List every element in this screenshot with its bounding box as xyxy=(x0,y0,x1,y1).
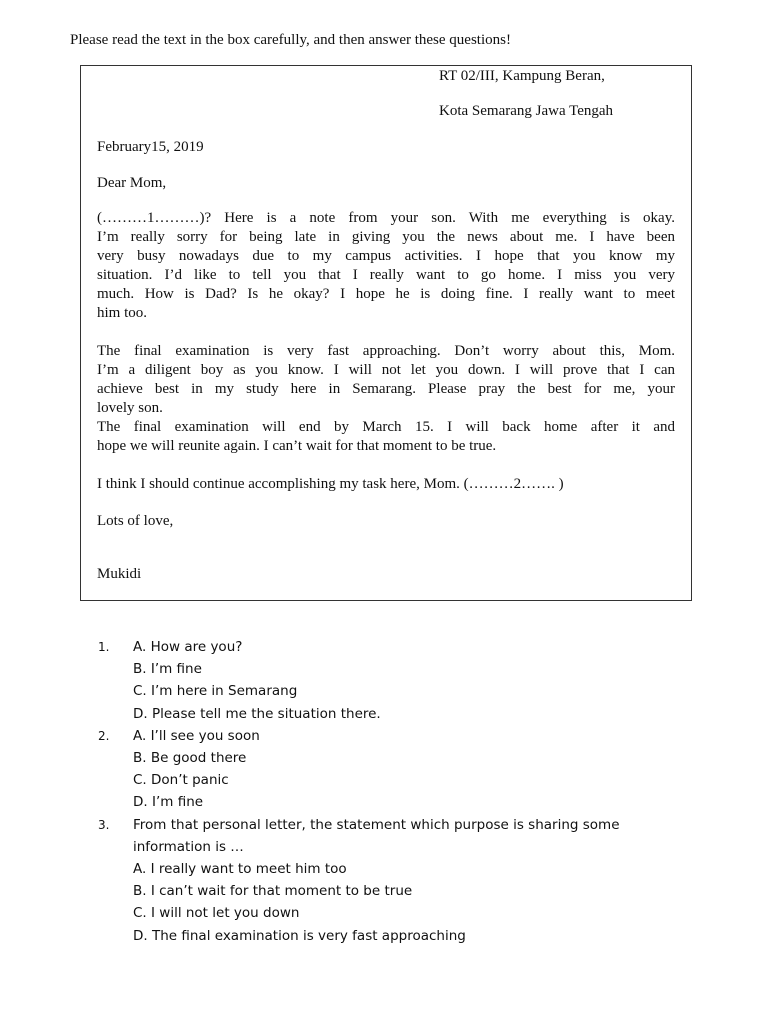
answer-option: A. I’ll see you soon xyxy=(133,727,260,744)
letter-box xyxy=(80,65,692,601)
answer-option: C. Don’t panic xyxy=(133,772,229,789)
letter-line: situation. I’d like to tell you that I really want to go home. I miss you very xyxy=(97,267,675,283)
question-text: From that personal letter, the statement which purpose is sharing some xyxy=(133,816,620,833)
letter-line: him too. xyxy=(97,305,148,321)
answer-option: B. I’m fine xyxy=(133,661,202,678)
question-number: 2. xyxy=(98,728,110,743)
letter-line: I’m really sorry for being late in giving you the news about me. I have been xyxy=(97,229,675,245)
letter-line: very busy nowadays due to my campus activities. I hope that you know my xyxy=(97,248,675,264)
letter-line: lovely son. xyxy=(97,400,163,416)
answer-option: D. I’m fine xyxy=(133,794,204,811)
answer-option: C. I’m here in Semarang xyxy=(133,683,298,700)
answer-option: D. The final examination is very fast approaching xyxy=(133,927,466,944)
letter-salutation: Dear Mom, xyxy=(97,175,167,191)
letter-date: February15, 2019 xyxy=(97,139,204,155)
question-number: 1. xyxy=(98,640,110,654)
letter-line: (………1………)? Here is a note from your son. With me everything is okay. xyxy=(97,210,675,226)
instruction-heading: Please read the text in the box carefully, and then answer these questions! xyxy=(70,32,511,48)
letter-line: much. How is Dad? Is he okay? I hope he is doing fine. I really want to meet xyxy=(97,286,675,302)
letter-line: I’m a diligent boy as you know. I will not let you down. I will prove that I can xyxy=(97,362,675,378)
answer-option: A. How are you? xyxy=(133,639,243,655)
letter-address-line2: Kota Semarang Jawa Tengah xyxy=(439,103,614,119)
answer-option: A. I really want to meet him too xyxy=(133,861,347,877)
letter-paragraph-4: I think I should continue accomplishing my task here, Mom. (………2……. ) xyxy=(97,476,564,492)
letter-line: The final examination will end by March 15. I will back home after it and xyxy=(97,419,675,435)
answer-option: B. Be good there xyxy=(133,750,247,766)
answer-option: D. Please tell me the situation there. xyxy=(133,705,381,722)
letter-closing: Lots of love, xyxy=(97,513,174,529)
letter-signature: Mukidi xyxy=(97,566,142,582)
letter-line: hope we will reunite again. I can’t wait for that moment to be true. xyxy=(97,438,497,454)
letter-address-line1: RT 02/III, Kampung Beran, xyxy=(439,68,605,84)
answer-option: B. I can’t wait for that moment to be true xyxy=(133,883,413,900)
letter-line: The final examination is very fast approaching. Don’t worry about this, Mom. xyxy=(97,343,675,359)
question-text: information is … xyxy=(133,838,244,855)
question-number: 3. xyxy=(98,817,110,832)
answer-option: C. I will not let you down xyxy=(133,905,300,922)
letter-line: achieve best in my study here in Semarang. Please pray the best for me, your xyxy=(97,381,675,397)
